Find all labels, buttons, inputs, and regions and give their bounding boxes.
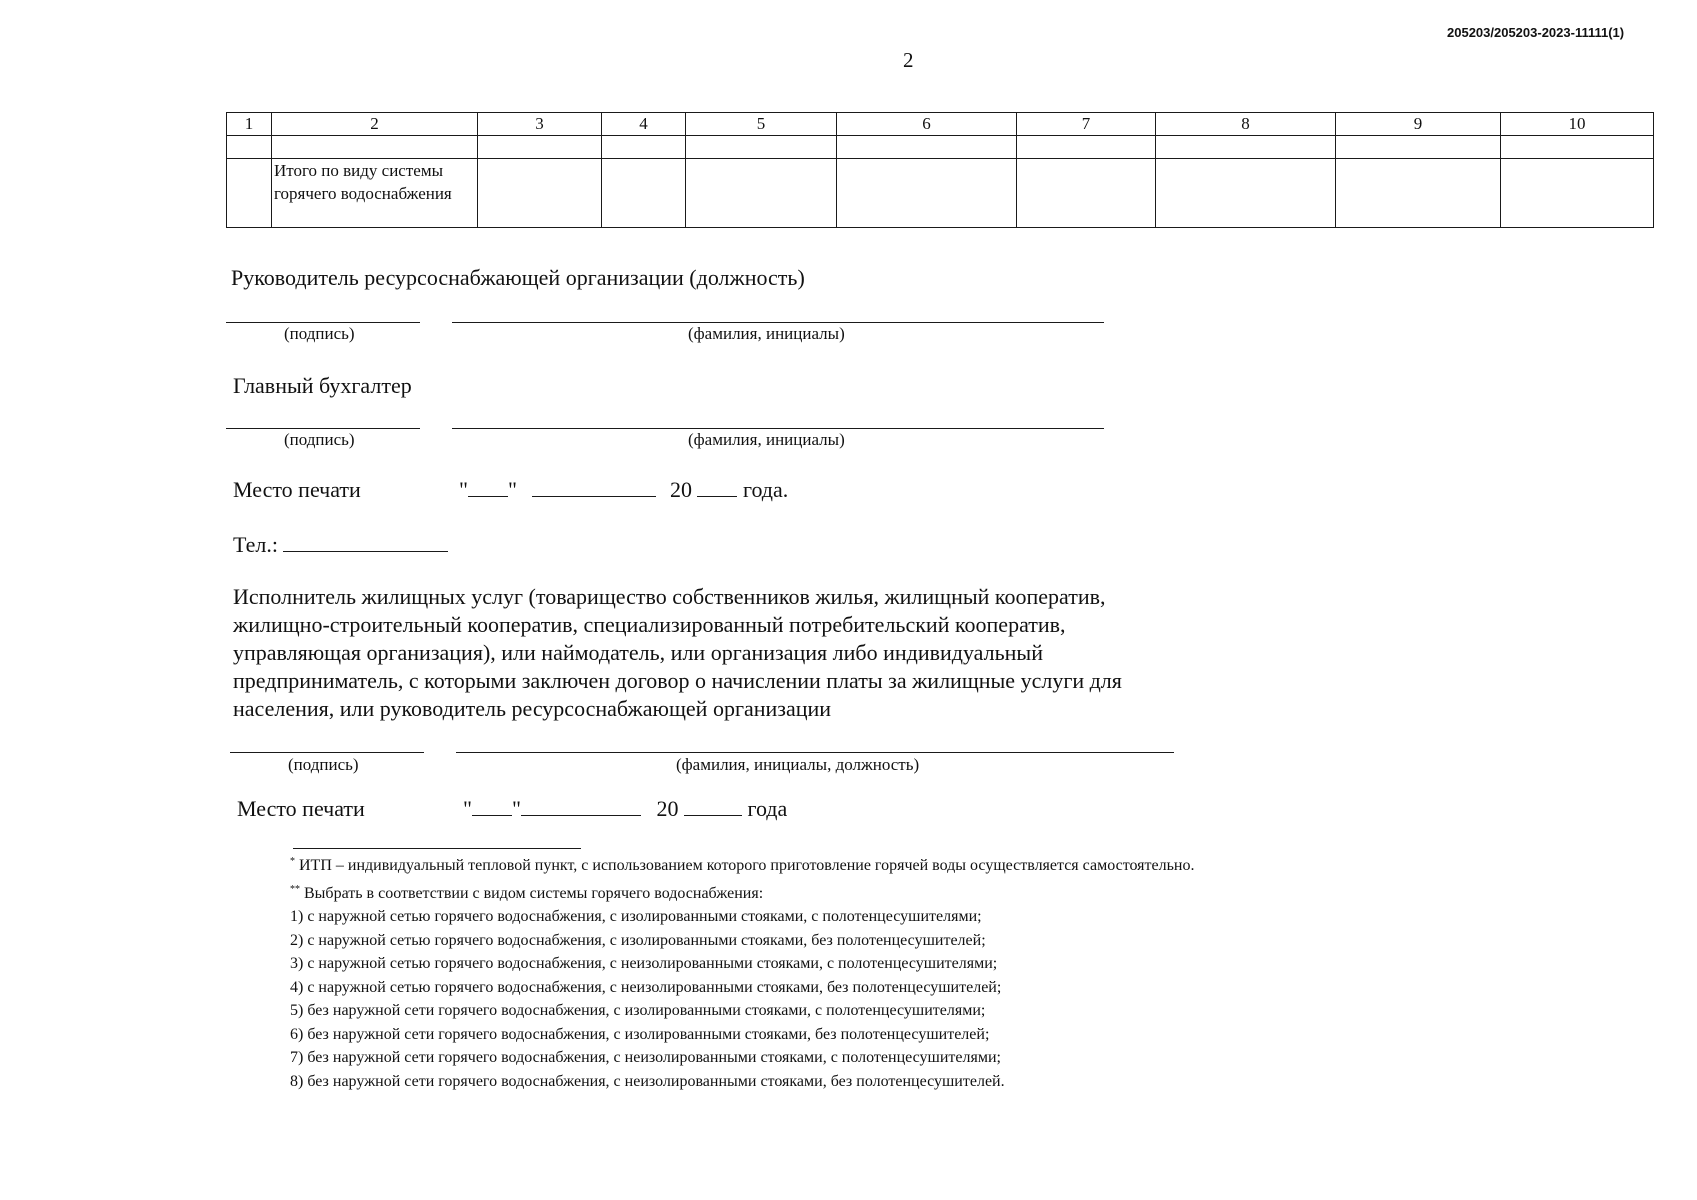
footnote-option: 4) с наружной сетью горячего водоснабжения, с неизолированными стояками, без полотенцесушителей; xyxy=(290,978,1002,996)
footnote-option: 3) с наружной сетью горячего водоснабжения, с неизолированными стояками, с полотенцесушителями; xyxy=(290,955,998,972)
signature-caption: (подпись) xyxy=(284,430,355,449)
table-cell xyxy=(686,136,837,159)
footnote-1 xyxy=(290,850,1194,878)
signature-caption: (подпись) xyxy=(288,755,359,774)
phone-label: Тел.: xyxy=(233,532,278,557)
date-quote: " xyxy=(507,477,517,502)
month-blank xyxy=(532,478,656,497)
footnote-mark: ** xyxy=(290,883,300,895)
footnotes xyxy=(290,850,1194,1093)
signature-caption: (подпись) xyxy=(284,324,355,343)
head-org-title: Руководитель ресурсоснабжающей организации (должность) xyxy=(231,265,805,290)
footnote-text: ИТП – индивидуальный тепловой пункт, с использованием которого приготовление горячей воды осуществляется самостоятельно. xyxy=(295,857,1195,874)
month-blank xyxy=(521,797,641,816)
chief-accountant-title: Главный бухгалтер xyxy=(233,373,412,398)
footnote-2 xyxy=(290,878,1194,906)
table-total-row xyxy=(227,159,1654,228)
name-caption: (фамилия, инициалы) xyxy=(688,430,845,449)
day-blank xyxy=(472,797,512,816)
year-blank xyxy=(697,478,737,497)
phone-blank xyxy=(283,533,448,552)
year-suffix: года. xyxy=(742,477,789,502)
table-cell xyxy=(227,136,272,159)
year-suffix: года xyxy=(747,796,788,821)
column-number: 8 xyxy=(1156,113,1336,136)
column-number: 7 xyxy=(1017,113,1156,136)
table-cell xyxy=(1336,159,1501,228)
year-prefix: 20 xyxy=(669,477,692,502)
column-number: 5 xyxy=(686,113,837,136)
year-prefix: 20 xyxy=(656,796,679,821)
table-cell xyxy=(1017,159,1156,228)
name-position-line xyxy=(456,752,1174,753)
table-cell xyxy=(686,159,837,228)
date-field xyxy=(463,796,787,822)
column-number: 3 xyxy=(478,113,602,136)
day-blank xyxy=(468,478,508,497)
table-cell xyxy=(272,136,478,159)
table-cell xyxy=(1017,136,1156,159)
signature-line xyxy=(226,428,420,429)
footnote-option: 8) без наружной сети горячего водоснабжения, с неизолированными стояками, без полотенцесушителей. xyxy=(290,1072,1005,1090)
table-cell xyxy=(1501,136,1654,159)
name-position-caption: (фамилия, инициалы, должность) xyxy=(676,755,920,774)
name-line xyxy=(452,428,1104,429)
table-cell xyxy=(1336,136,1501,159)
column-number: 10 xyxy=(1501,113,1654,136)
date-quote: " xyxy=(511,796,521,821)
signature-line xyxy=(226,322,420,323)
phone-field xyxy=(233,532,448,558)
signature-line xyxy=(230,752,424,753)
table-cell xyxy=(1156,136,1336,159)
table-cell xyxy=(1156,159,1336,228)
column-number: 2 xyxy=(272,113,478,136)
footnote-option: 1) с наружной сетью горячего водоснабжения, с изолированными стояками, с полотенцесушителями; xyxy=(290,908,982,925)
table-cell xyxy=(837,136,1017,159)
document-number: 205203/205203-2023-11111(1) xyxy=(1447,25,1625,40)
seal-place-label: Место печати xyxy=(233,477,361,502)
table-cell xyxy=(602,159,686,228)
table-row xyxy=(227,136,1654,159)
table-cell xyxy=(602,136,686,159)
footnote-option: 6) без наружной сети горячего водоснабжения, с изолированными стояками, без полотенцесушителей; xyxy=(290,1025,990,1043)
footnote-option: 5) без наружной сети горячего водоснабжения, с изолированными стояками, с полотенцесушителями; xyxy=(290,1002,986,1019)
table-cell xyxy=(227,159,272,228)
column-number: 9 xyxy=(1336,113,1501,136)
seal-place-label: Место печати xyxy=(237,796,365,821)
column-number: 6 xyxy=(837,113,1017,136)
executor-paragraph: Исполнитель жилищных услуг (товарищество собственников жилья, жилищный кооператив, жилищно-строительный кооператив, специализированный потребительский кооператив, управляющая организация), или наймодатель, или организация либо индивидуальный предприниматель, с которыми заключен договор о начислении платы за жилищные услуги для населения, или руководитель ресурсоснабжающей организации xyxy=(233,584,1122,721)
page-number: 2 xyxy=(903,48,914,72)
name-line xyxy=(452,322,1104,323)
table-cell xyxy=(478,159,602,228)
table-cell xyxy=(1501,159,1654,228)
date-field xyxy=(459,477,788,503)
column-number: 4 xyxy=(602,113,686,136)
table-header-row xyxy=(227,113,1654,136)
footnote-mark: * xyxy=(290,856,295,867)
footnote-option: 2) с наружной сетью горячего водоснабжения, с изолированными стояками, без полотенцесушителей; xyxy=(290,931,986,949)
footnote-option: 7) без наружной сети горячего водоснабжения, с неизолированными стояками, с полотенцесушителями; xyxy=(290,1049,1001,1066)
total-label: Итого по виду системы горячего водоснабжения xyxy=(272,159,478,228)
footnote-text: Выбрать в соответствии с видом системы горячего водоснабжения: xyxy=(300,884,764,902)
name-caption: (фамилия, инициалы) xyxy=(688,324,845,343)
year-blank xyxy=(684,797,742,816)
column-number: 1 xyxy=(227,113,272,136)
date-quote: " xyxy=(459,477,468,502)
report-table xyxy=(226,112,1654,228)
table-cell xyxy=(837,159,1017,228)
footnote-separator xyxy=(293,848,581,849)
table-cell xyxy=(478,136,602,159)
date-quote: " xyxy=(463,796,472,821)
